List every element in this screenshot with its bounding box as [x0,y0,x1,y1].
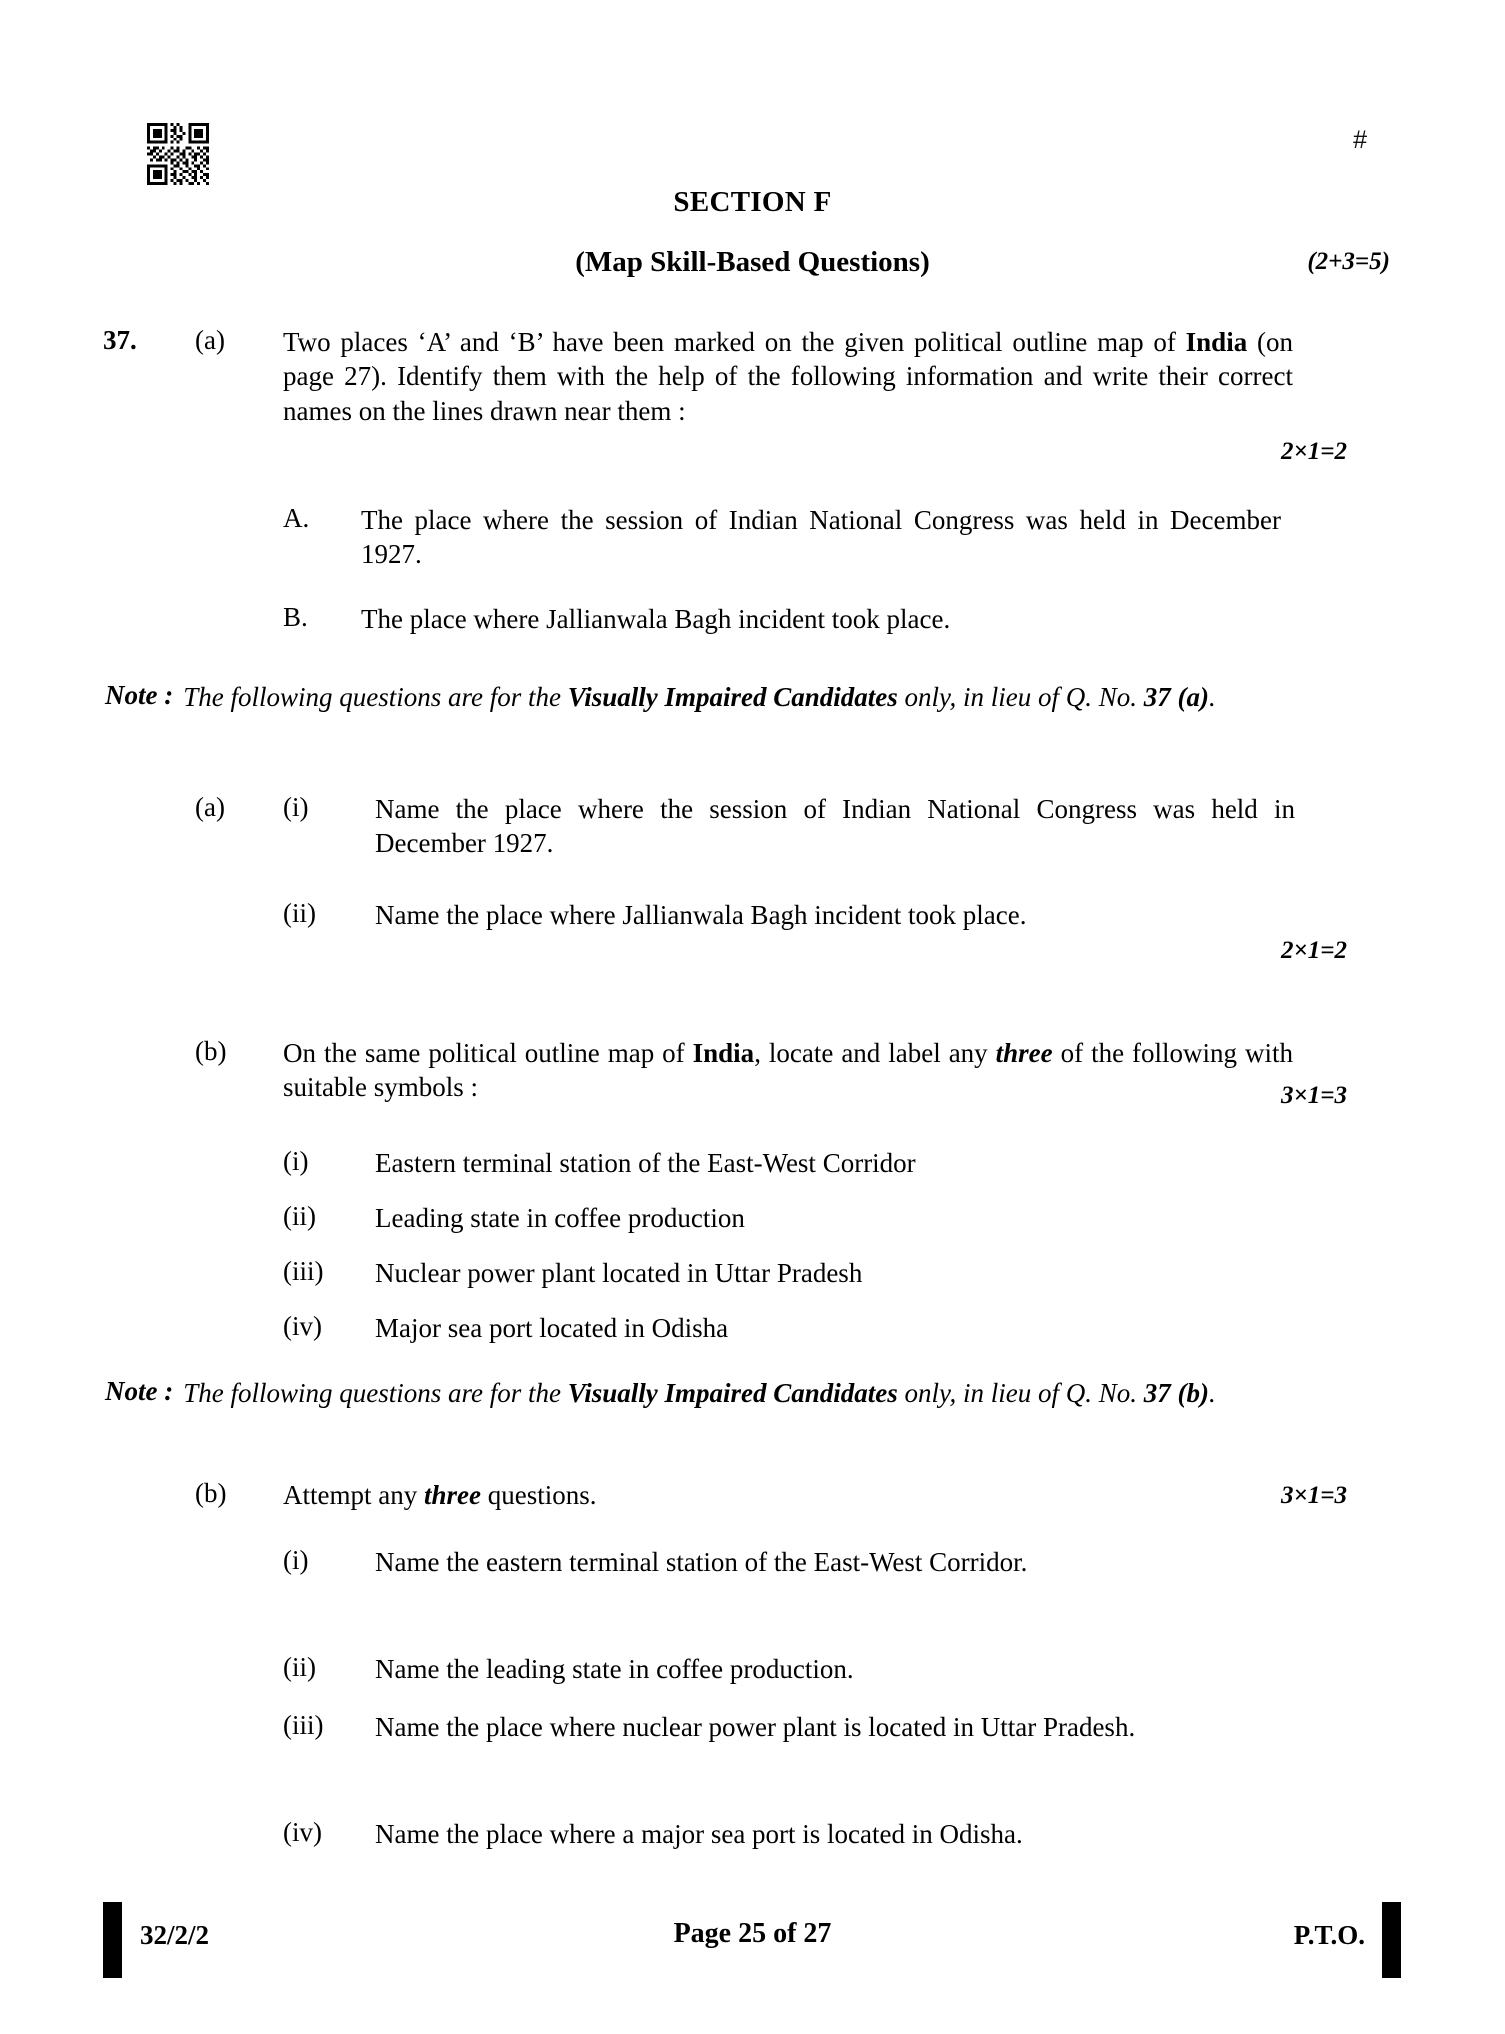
note-1-label: Note : [105,680,174,710]
note-2-text-2: only, in lieu of Q. No. [897,1378,1144,1408]
question-37b [195,1036,1395,1105]
vi-part-b-item-i-text: Name the eastern terminal station of the East-West Corridor. [375,1547,1028,1577]
vi-part-a-item-ii-label: (ii) [283,898,316,928]
question-37b-marks: 3×1=3 [1281,1082,1347,1109]
note-2-label: Note : [105,1376,174,1406]
sub-item-a-label: A. [283,503,310,533]
vi-part-a-item-i [195,792,1395,861]
vi-part-b-item-iii-label: (iii) [283,1710,324,1740]
vi-part-b-item-iii-text: Name the place where nuclear power plant is located in Uttar Pradesh. [375,1712,1136,1742]
part-label-b: (b) [195,1036,227,1066]
pto-label: P.T.O. [1293,1920,1365,1950]
vi-part-a-item-i-text: Name the place where the session of Indian National Congress was held in December 1927. [375,794,1295,859]
vi-part-a-label: (a) [195,792,225,822]
section-title: SECTION F [673,186,832,218]
vi-part-a-item-i-label: (i) [283,792,309,822]
vi-part-b-item-ii-text: Name the leading state in coffee production. [375,1654,854,1684]
part-b-item-i-label: (i) [283,1146,309,1176]
question-37a-text [283,325,1293,428]
note-2-text [183,1376,1368,1411]
q37b-bold-india: India [692,1038,755,1068]
q37a-bold-india: India [1185,327,1248,357]
part-label-a: (a) [195,325,225,355]
part-b-item-iii-text: Nuclear power plant located in Uttar Pradesh [375,1258,863,1288]
q37a-text-2: (on page 27). Identify them with the help of the following information and write their correct names on the lines drawn near them : [283,327,1293,426]
note-1-bold-ref: 37 (a) [1143,682,1210,712]
question-37a-marks: 2×1=2 [1281,438,1347,465]
q37b-text-2: , locate and label any [754,1038,996,1068]
vi-part-b-bold-three: three [423,1480,481,1510]
part-b-item-iv [283,1311,1393,1345]
part-b-item-ii [283,1201,1393,1235]
q37b-text-1: On the same political outline map of [283,1038,693,1068]
section-subtitle: (Map Skill-Based Questions) [575,246,930,278]
qr-code-icon [147,123,209,185]
vi-part-b [195,1478,1395,1512]
note-1-text-3: . [1209,682,1216,712]
sub-item-a [283,503,1393,572]
vi-part-b-item-ii-label: (ii) [283,1652,316,1682]
vi-part-b-item-iii [283,1710,1393,1744]
hash-mark: # [1353,126,1367,154]
question-37b-text [283,1036,1293,1105]
note-2 [105,1376,1395,1411]
vi-part-b-text-1: Attempt any [283,1480,424,1510]
vi-part-b-item-i-label: (i) [283,1545,309,1575]
vi-part-b-item-iv-label: (iv) [283,1817,322,1847]
note-1-text-1: The following questions are for the [183,682,568,712]
part-b-item-ii-label: (ii) [283,1201,316,1231]
sub-item-b-text: The place where Jallianwala Bagh incident took place. [361,604,951,634]
vi-part-b-label: (b) [195,1478,227,1508]
question-37a [103,325,1393,428]
paper-code: 32/2/2 [140,1920,210,1950]
part-b-item-iv-label: (iv) [283,1311,322,1341]
vi-part-a-marks: 2×1=2 [1281,937,1347,964]
part-b-item-iii-label: (iii) [283,1256,324,1286]
sub-item-b [283,602,1393,636]
part-b-item-ii-text: Leading state in coffee production [375,1203,745,1233]
note-1-text-2: only, in lieu of Q. No. [897,682,1144,712]
q37b-text-3: of the following with suitable symbols : [283,1038,1293,1103]
note-2-bold: Visually Impaired Candidates [567,1378,898,1408]
vi-part-b-item-iv [283,1817,1393,1851]
vi-part-b-item-ii [283,1652,1393,1686]
vi-part-b-marks: 3×1=3 [1281,1482,1347,1509]
page-footer [0,1902,1505,1978]
q37b-bold-three: three [995,1038,1053,1068]
sub-item-a-text: The place where the session of Indian National Congress was held in December 1927. [361,505,1281,570]
vi-part-b-item-i [283,1545,1393,1579]
section-marks: (2+3=5) [1307,248,1390,275]
q37a-text-1: Two places ‘A’ and ‘B’ have been marked on the given political outline map of [283,327,1186,357]
part-b-item-i-text: Eastern terminal station of the East-West Corridor [375,1148,916,1178]
note-2-text-3: . [1209,1378,1216,1408]
note-1-text [183,680,1368,715]
vi-part-b-text-2: questions. [480,1480,597,1510]
note-1 [105,680,1395,715]
question-number: 37. [103,325,137,355]
vi-part-b-text [283,1478,1293,1512]
sub-item-b-label: B. [283,602,308,632]
note-1-bold: Visually Impaired Candidates [567,682,898,712]
part-b-item-i [283,1146,1393,1180]
note-2-text-1: The following questions are for the [183,1378,568,1408]
part-b-item-iii [283,1256,1393,1290]
vi-part-a-item-ii [195,898,1395,932]
page-number: Page 25 of 27 [673,1918,832,1949]
part-b-item-iv-text: Major sea port located in Odisha [375,1313,729,1343]
vi-part-a-item-ii-text: Name the place where Jallianwala Bagh incident took place. [375,900,1027,930]
vi-part-b-item-iv-text: Name the place where a major sea port is located in Odisha. [375,1819,1023,1849]
note-2-bold-ref: 37 (b) [1143,1378,1210,1408]
